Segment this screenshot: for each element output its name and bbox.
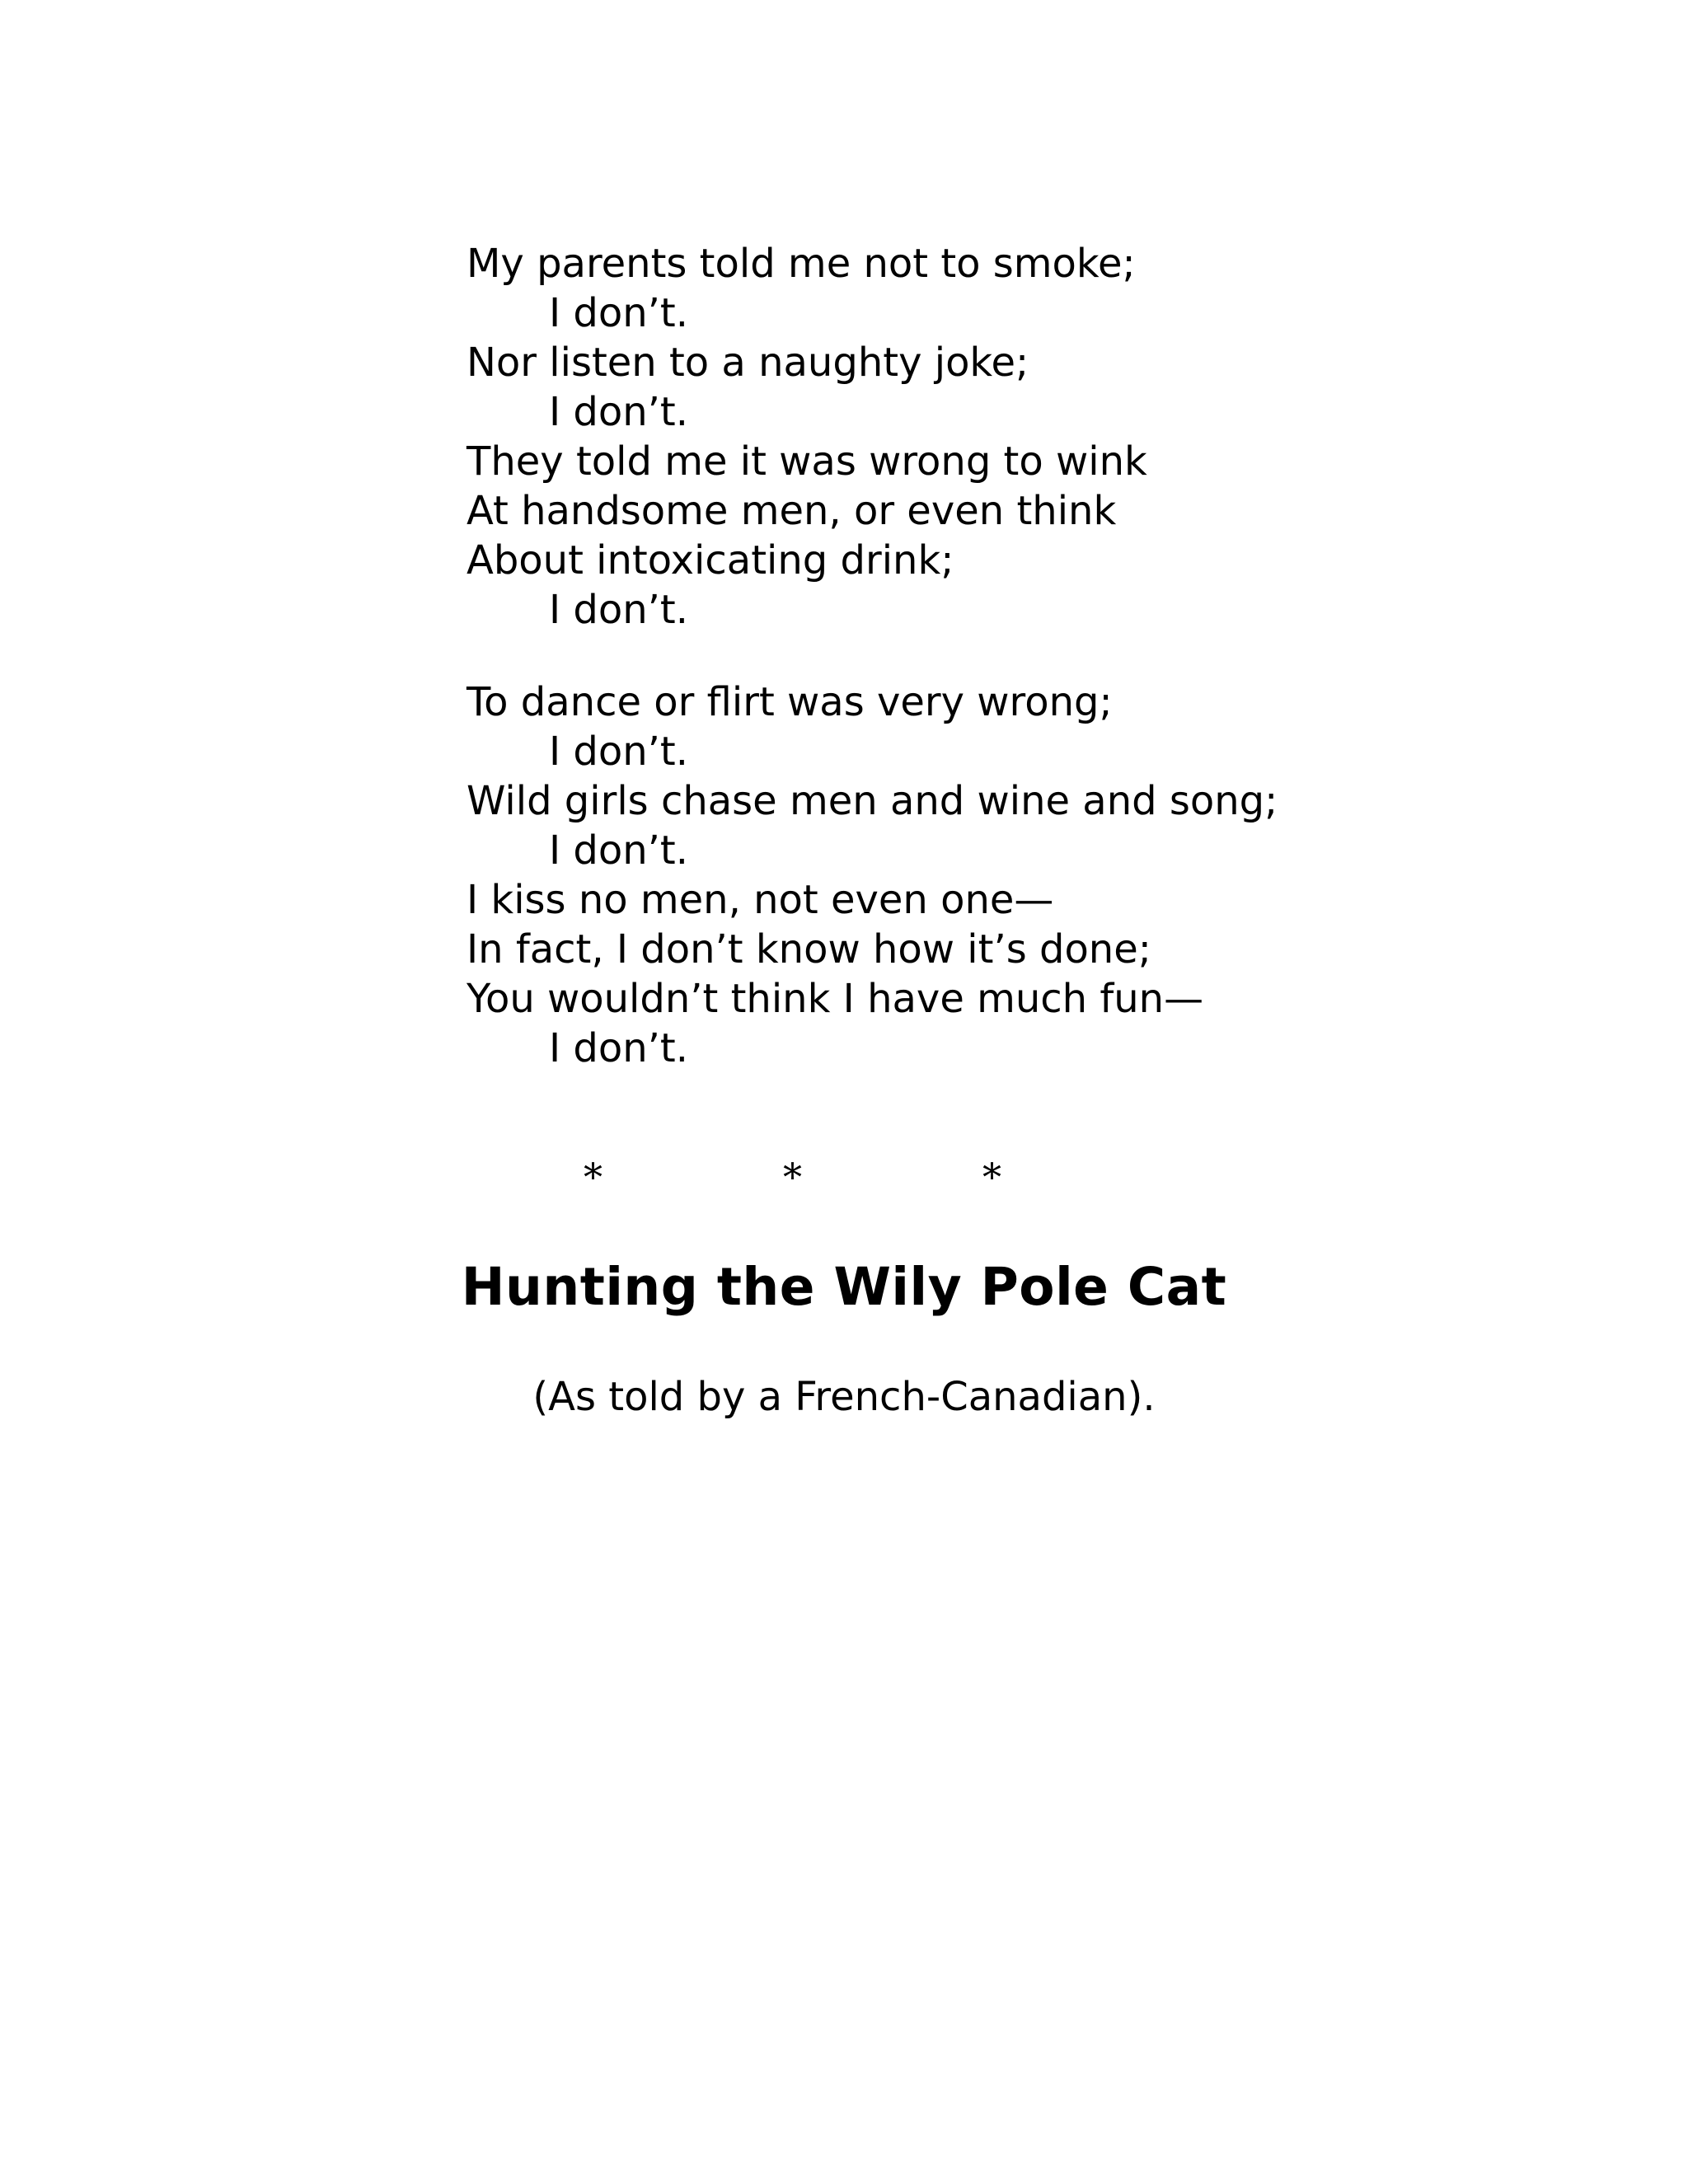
poem-refrain: I don’t. [549,290,689,336]
poem-line: They told me it was wrong to wink [467,438,1147,485]
poem-line: I kiss no men, not even one— [467,877,1054,923]
section-separator [0,1152,1688,1202]
poem-line: You wouldn’t think I have much fun— [467,976,1204,1022]
poem-refrain: I don’t. [549,1025,689,1071]
poem-stanza-2 [467,677,1373,1073]
poem-line: My parents told me not to smoke; [467,241,1136,287]
poem-line: At handsome men, or even think [467,488,1117,534]
poem-line: Wild girls chase men and wine and song; [467,778,1278,824]
poem-refrain: I don’t. [549,827,689,874]
poem-line: To dance or flirt was very wrong; [467,679,1113,725]
section-subtitle: (As told by a French-Canadian). [532,1374,1156,1420]
poem-refrain: I don’t. [549,729,689,775]
poem-refrain: I don’t. [549,587,689,633]
separator-asterisk: * [982,1155,1001,1199]
section-title: Hunting the Wily Pole Cat [461,1257,1227,1317]
poem [467,239,1373,1073]
poem-refrain: I don’t. [549,389,689,435]
poem-line: Nor listen to a naughty joke; [467,340,1029,386]
separator-asterisk: * [783,1155,802,1199]
poem-stanza-1 [467,239,1373,635]
poem-line: About intoxicating drink; [467,537,954,583]
separator-asterisk: * [584,1155,603,1199]
poem-line: In fact, I don’t know how it’s done; [467,926,1151,972]
